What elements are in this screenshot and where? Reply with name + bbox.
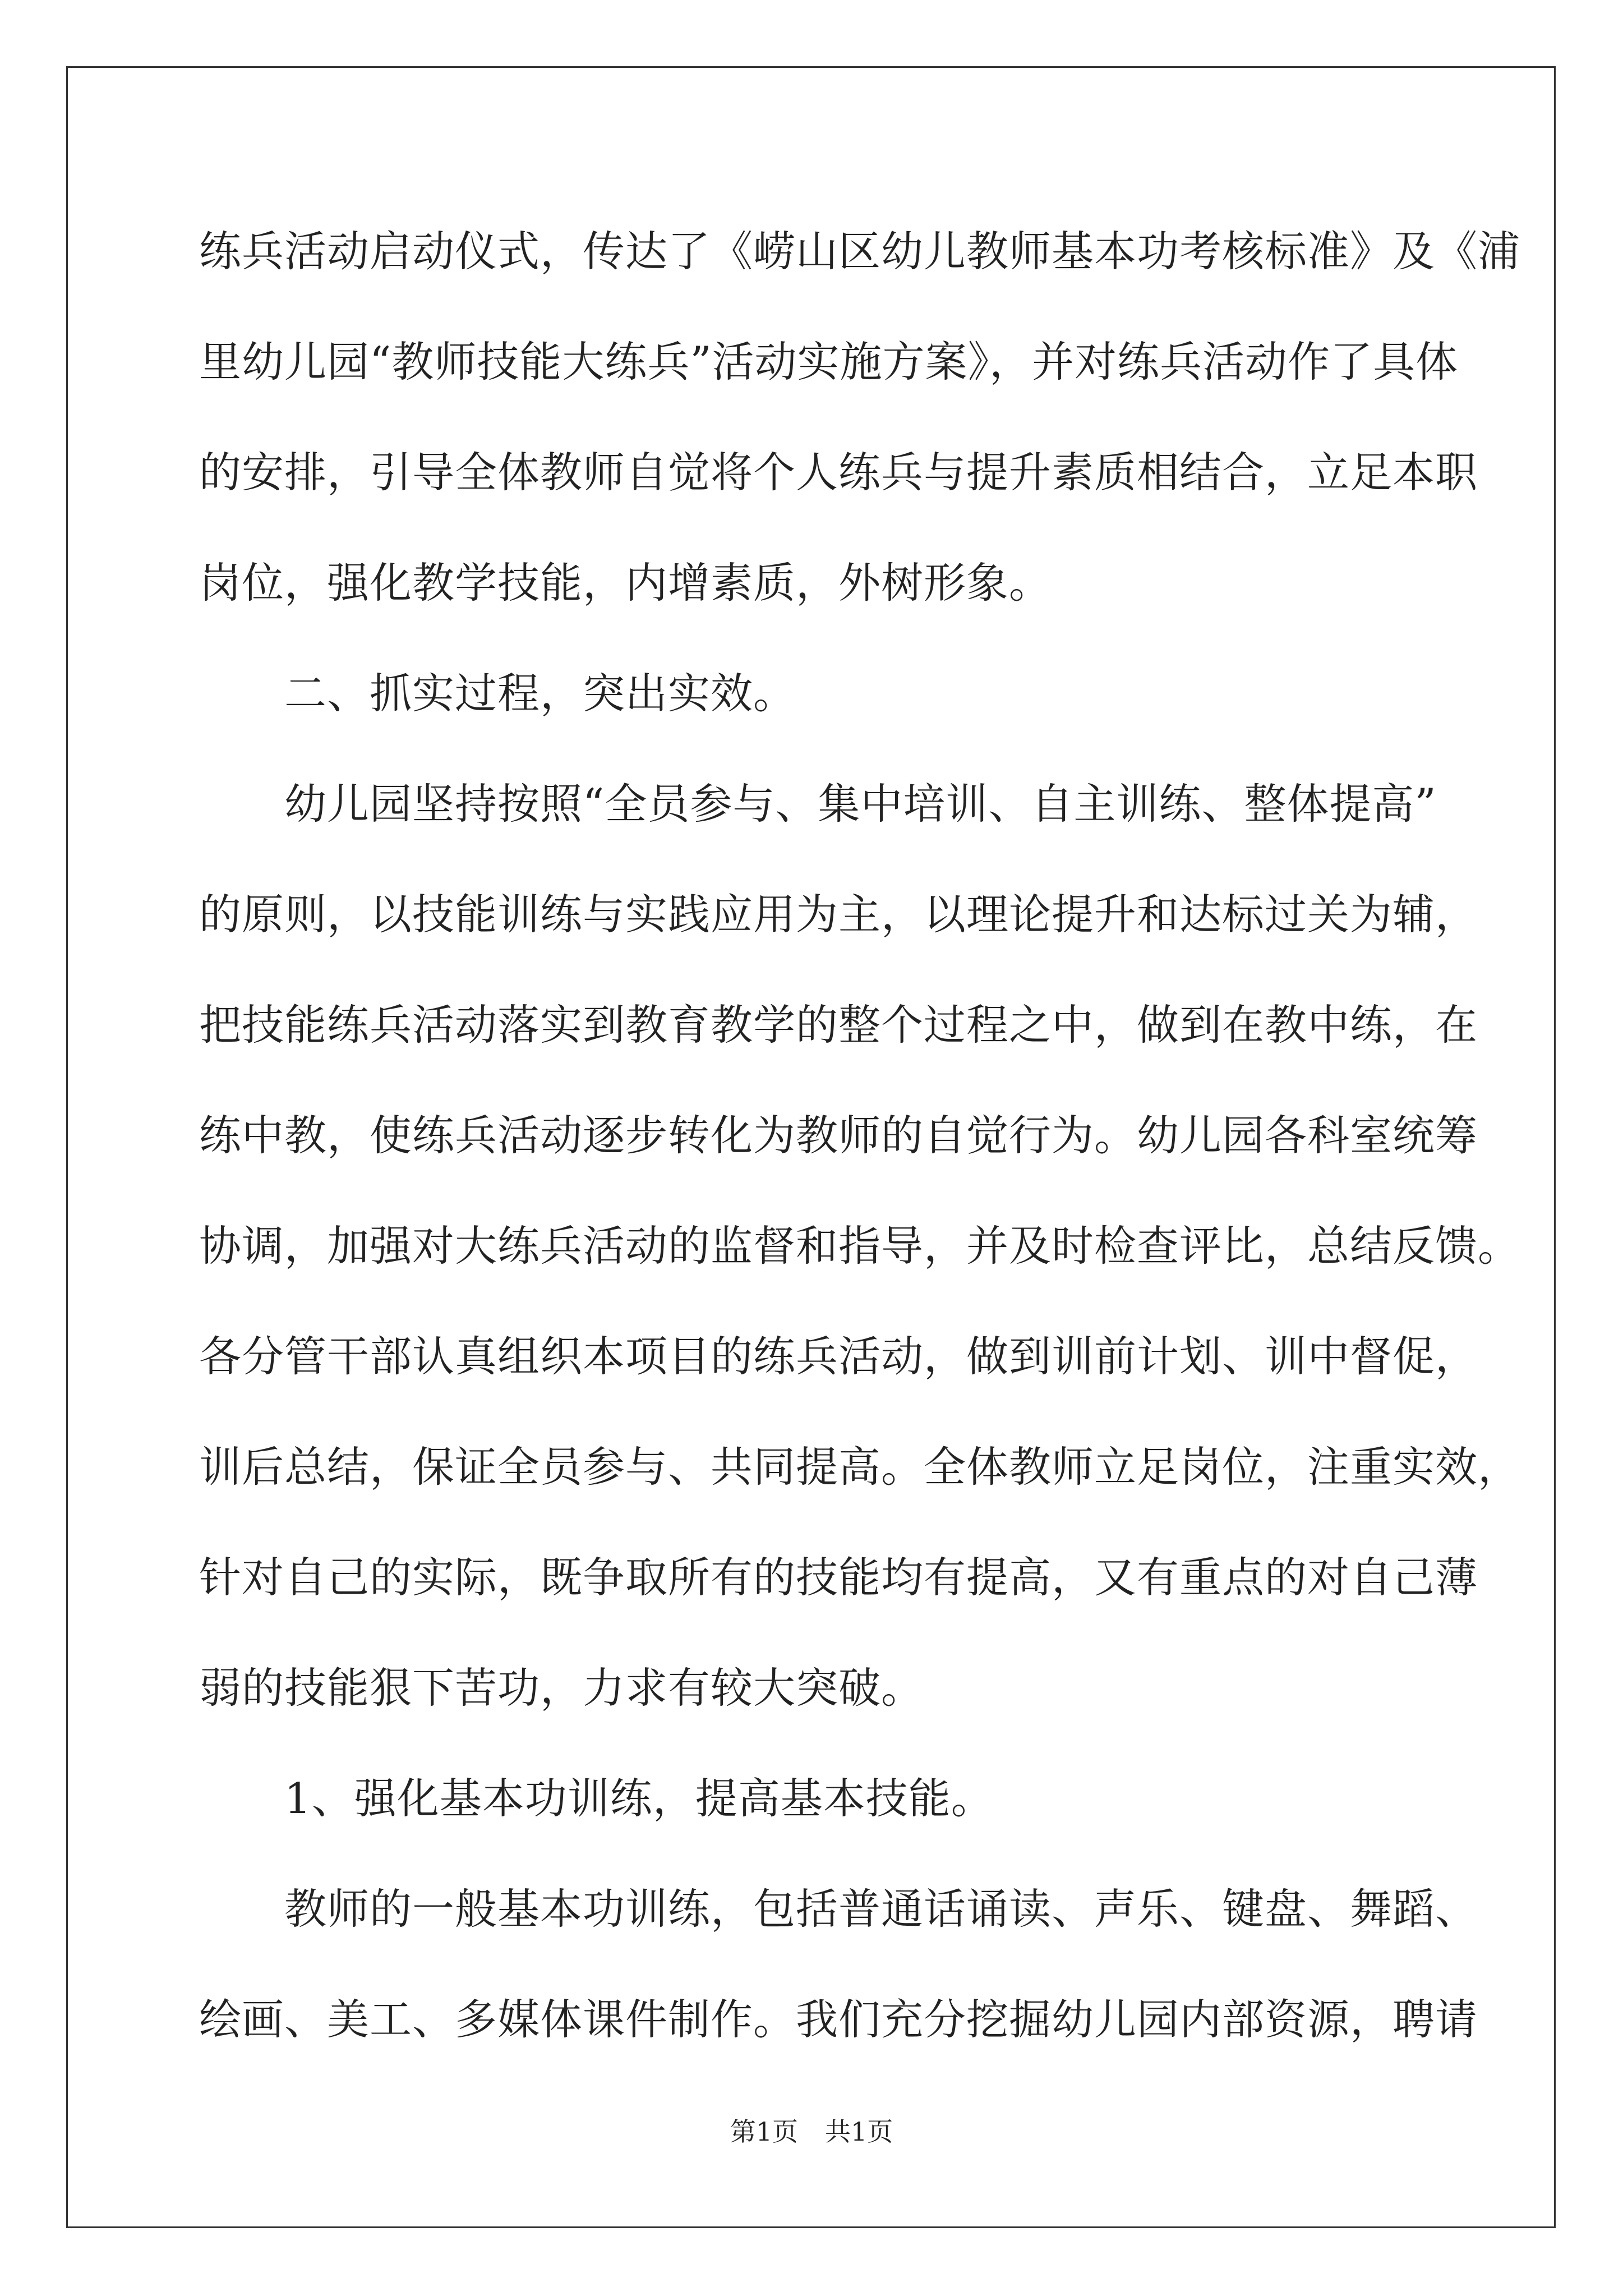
text-line: 练中教，使练兵活动逐步转化为教师的自觉行为。幼儿园各科室统筹 <box>199 1111 1478 1160</box>
text-line: 各分管干部认真组织本项目的练兵活动，做到训前计划、训中督促， <box>199 1332 1478 1381</box>
page-footer <box>0 2115 1623 2148</box>
text-line: 教师的一般基本功训练，包括普通话诵读、声乐、键盘、舞蹈、 <box>199 1884 1478 1934</box>
text-line: 幼儿园坚持按照“全员参与、集中培训、自主训练、整体提高” <box>199 779 1437 829</box>
text-line: 的安排，引导全体教师自觉将个人练兵与提升素质相结合，立足本职 <box>199 448 1478 497</box>
text-line: 针对自己的实际，既争取所有的技能均有提高，又有重点的对自己薄 <box>199 1553 1478 1602</box>
text-line: 岗位，强化教学技能，内增素质，外树形象。 <box>199 558 1052 608</box>
text-line: 里幼儿园“教师技能大练兵”活动实施方案》，并对练兵活动作了具体 <box>199 337 1459 386</box>
page-number-total: 共1页 <box>825 2116 893 2147</box>
document-body <box>199 196 1521 2075</box>
section-heading: 二、抓实过程，突出实效。 <box>199 669 796 718</box>
text-line: 弱的技能狠下苦功，力求有较大突破。 <box>199 1663 924 1713</box>
text-line: 训后总结，保证全员参与、共同提高。全体教师立足岗位，注重实效， <box>199 1442 1521 1492</box>
text-line: 绘画、美工、多媒体课件制作。我们充分挖掘幼儿园内部资源，聘请 <box>199 1995 1478 2044</box>
subsection-heading: 1、强化基本功训练，提高基本技能。 <box>199 1774 994 1823</box>
text-line: 协调，加强对大练兵活动的监督和指导，并及时检查评比，总结反馈。 <box>199 1221 1521 1271</box>
page-number-current: 第1页 <box>730 2116 798 2147</box>
text-line: 的原则，以技能训练与实践应用为主，以理论提升和达标过关为辅， <box>199 890 1478 939</box>
text-line: 把技能练兵活动落实到教育教学的整个过程之中，做到在教中练，在 <box>199 1000 1478 1050</box>
text-line: 练兵活动启动仪式，传达了《崂山区幼儿教师基本功考核标准》及《浦 <box>199 227 1521 276</box>
